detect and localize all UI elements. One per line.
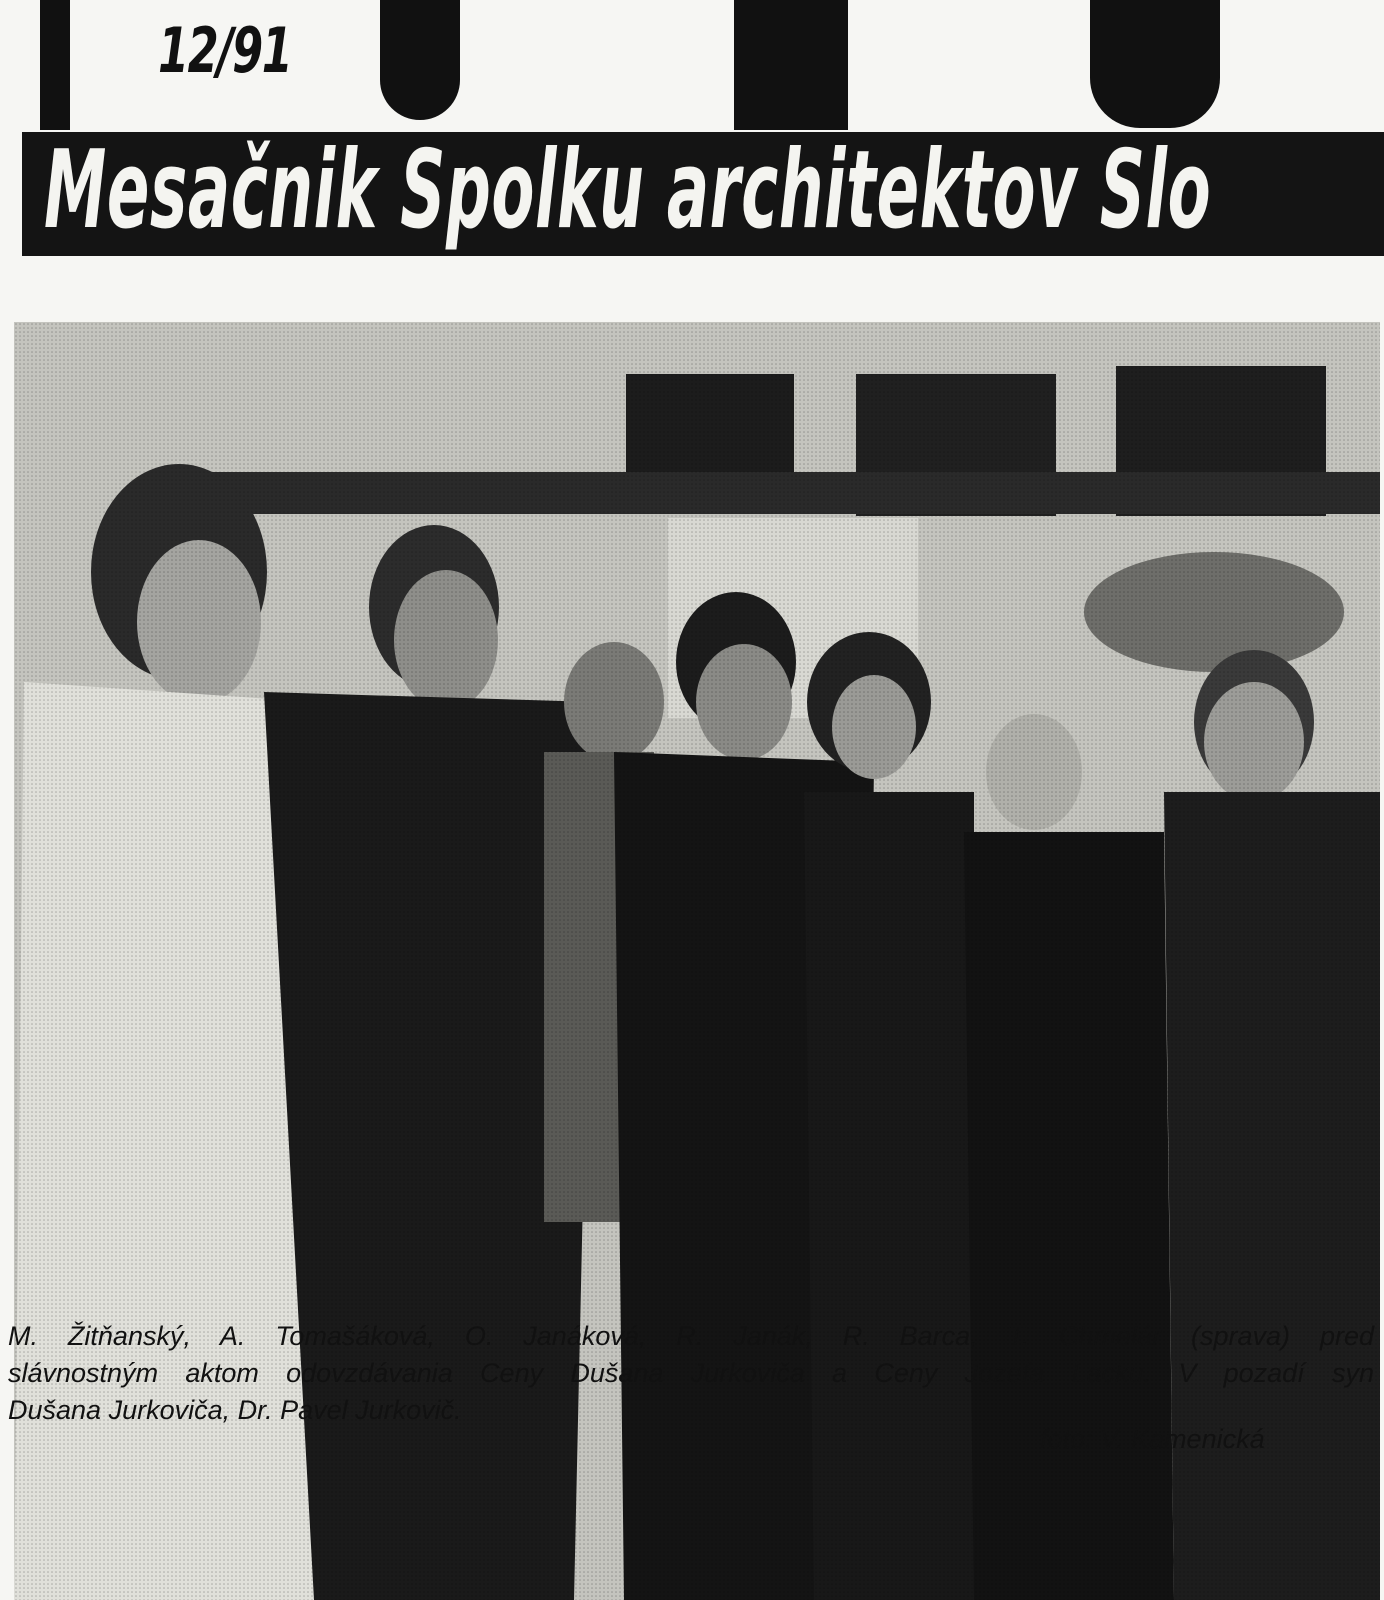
masthead-letter-stem-1: [40, 0, 70, 130]
masthead-letter-r: [734, 0, 848, 130]
masthead-subtitle: Mesačnik Spolku architektov Slo: [44, 132, 1212, 253]
caption-line-1: M. Žitňanský, A. Tomašáková, O. Janáková, R. Janák, R. Barca, T. Chmelár (sprava) pred: [8, 1321, 1374, 1351]
caption-line-2: slávnostným aktom odovzdávania Ceny Dušana Jurkoviča a Ceny Jozefa Lacku. V pozadí syn: [8, 1358, 1374, 1388]
photo-caption: [8, 1318, 1374, 1429]
issue-number: 12/91: [158, 14, 292, 87]
masthead-letter-m: [1090, 0, 1220, 128]
masthead-letter-o: [380, 0, 460, 120]
masthead-banner: [22, 132, 1384, 256]
masthead: [0, 0, 1384, 130]
caption-line-3: Dušana Jurkoviča, Dr. Pavel Jurkovič.: [8, 1395, 462, 1425]
photo-credit: foto: V. Kamenická: [1040, 1424, 1265, 1454]
